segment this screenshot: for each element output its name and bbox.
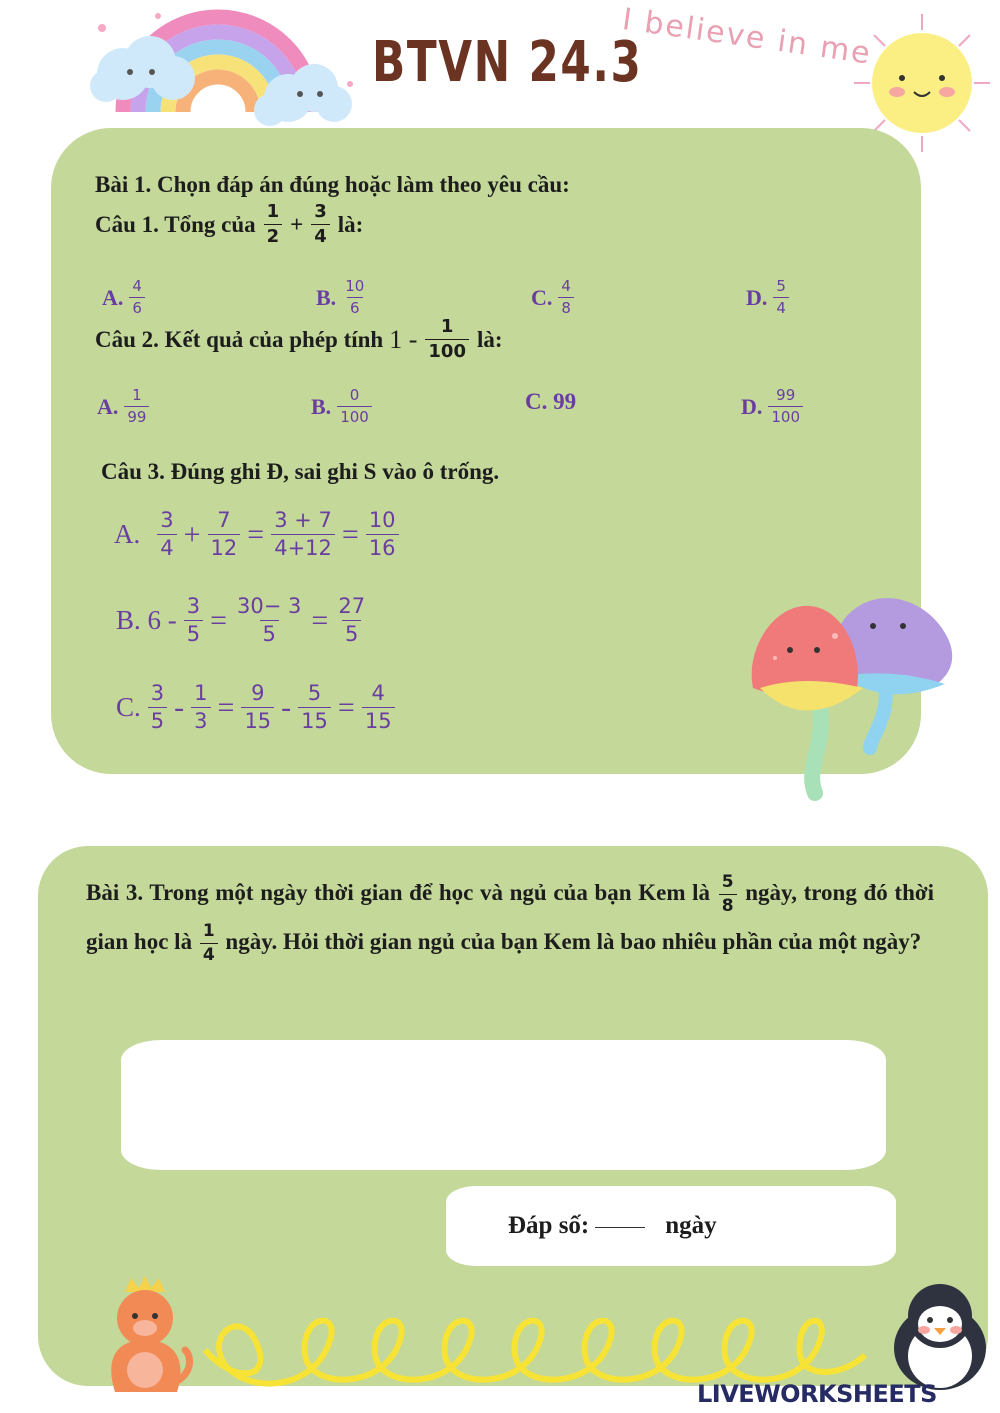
cau3-statement-a[interactable]: A. $\frac{3}{4}$ + $\frac{7}{12}$ = $\frac{3 + 7}{4+12}$ = $\frac{10}{16}$ xyxy=(114,510,401,559)
mushrooms-illustration xyxy=(745,588,965,803)
cau3-statement-b[interactable]: B. 6 - $\frac{3}{5}$ = $\frac{30- 3}{5}$ = $\frac{27}{5}$ xyxy=(116,594,366,646)
slogan-text: I believe in me xyxy=(620,2,874,72)
page-title: BTVN 24.3 xyxy=(372,30,643,95)
cau2-option-b[interactable]: B. $\frac{0}{100}$ xyxy=(311,388,374,425)
plus-sign: + xyxy=(290,211,304,237)
answer-unit: ngày xyxy=(665,1212,717,1239)
fraction: $\frac{5}{8}$ xyxy=(719,874,737,915)
cau2-question xyxy=(95,318,503,361)
cau1-option-c[interactable]: C. $\frac{4}{8}$ xyxy=(531,279,576,316)
fraction: $\frac{1}{100}$ xyxy=(425,318,469,361)
cau3-statement-c[interactable]: C. $\frac{3}{5}$ - $\frac{1}{3}$ = $\frac{9}{15}$ - $\frac{5}{15}$ = $\frac{4}{15}$ xyxy=(116,683,397,732)
fraction: $\frac{3}{4}$ xyxy=(311,203,330,246)
fraction: $\frac{1}{2}$ xyxy=(264,203,283,246)
solution-answer-box[interactable] xyxy=(121,1040,886,1170)
cau3-heading: Câu 3. Đúng ghi Đ, sai ghi S vào ô trống. xyxy=(101,459,500,484)
cau2-prefix: Câu 2. Kết quả của phép tính xyxy=(95,326,384,352)
cau1-option-d[interactable]: D. $\frac{5}{4}$ xyxy=(746,279,791,316)
cau1-suffix: là: xyxy=(337,211,364,237)
cau2-option-d[interactable]: D. $\frac{99}{100}$ xyxy=(741,388,805,425)
rainbow-cloud-illustration xyxy=(88,2,353,137)
cau1-option-b[interactable]: B. $\frac{10}{6}$ xyxy=(316,277,365,317)
final-answer-line xyxy=(508,1212,717,1240)
cau1-question xyxy=(95,203,363,246)
liveworksheets-logo: LIVEWORKSHEETS xyxy=(697,1380,937,1408)
tiger-illustration xyxy=(95,1270,195,1395)
cau2-suffix: là: xyxy=(476,326,503,352)
fraction: $\frac{1}{4}$ xyxy=(200,923,218,964)
cau2-option-c[interactable]: C. 99 xyxy=(525,389,577,414)
bai1-heading: Bài 1. Chọn đáp án đúng hoặc làm theo yêu cầu: xyxy=(95,172,570,197)
penguin-illustration xyxy=(884,1278,996,1390)
cau2-option-a[interactable]: A. $\frac{1}{99}$ xyxy=(97,388,151,425)
cau1-prefix: Câu 1. Tổng của xyxy=(95,211,256,237)
answer-label: Đáp số: xyxy=(508,1212,590,1239)
answer-blank[interactable] xyxy=(595,1227,645,1228)
bai3-problem-text: Bài 3. Trong một ngày thời gian để học và ngủ của bạn Kem là $\frac{5}{8}$ ngày, trong đó thời gian học là $\frac{1}{4}$ ngày. Hỏi thời gian ngủ của bạn Kem là bao nhiêu phần của một ngày? xyxy=(86,872,935,966)
cau2-expression: 1 - xyxy=(389,324,418,354)
cau1-option-a[interactable]: A. $\frac{4}{6}$ xyxy=(102,279,147,316)
